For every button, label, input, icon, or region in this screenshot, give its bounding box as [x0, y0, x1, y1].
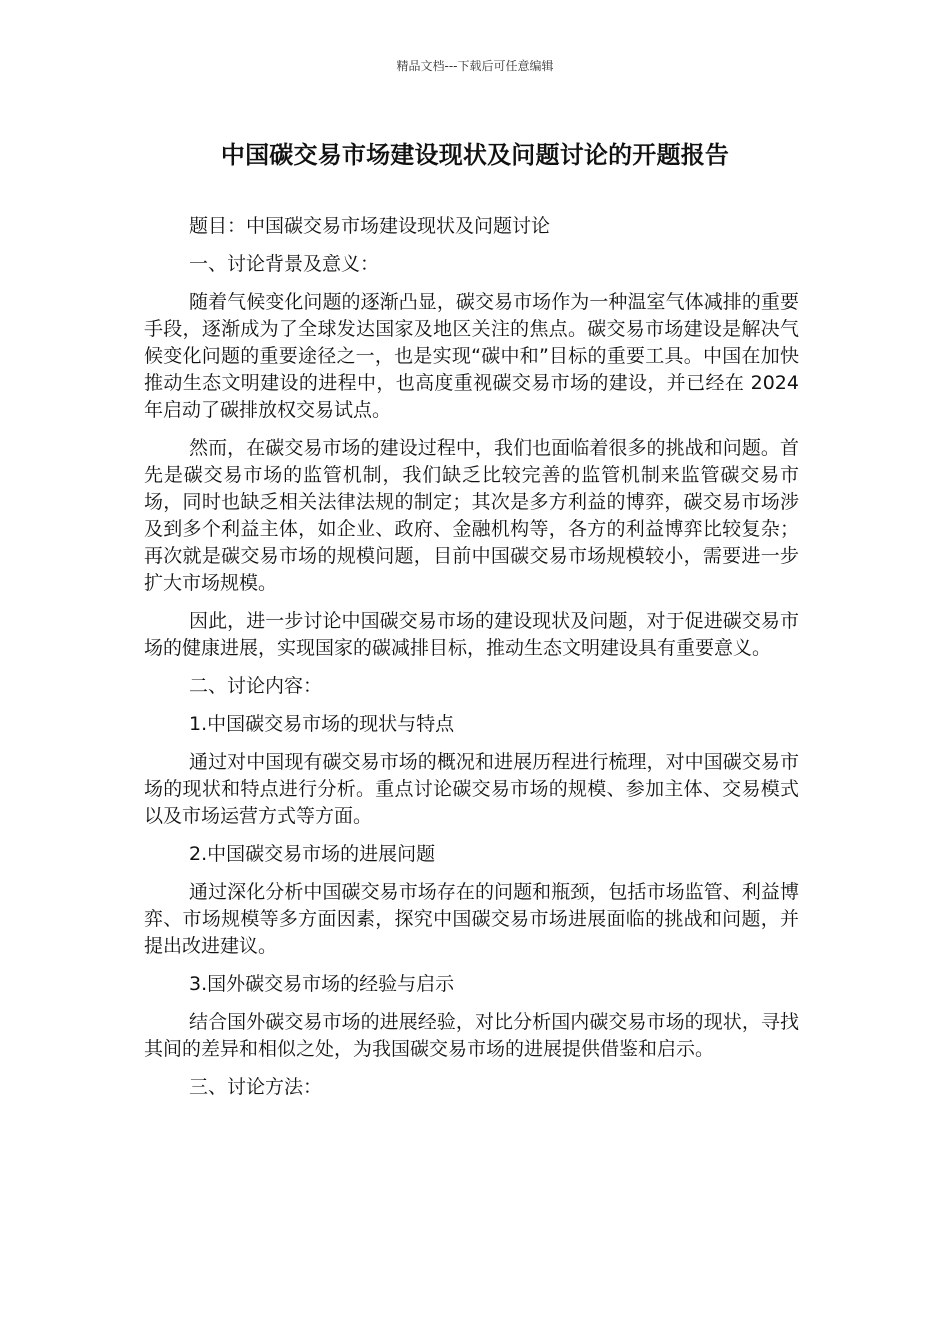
- subheading-current-status: 1.中国碳交易市场的现状与特点: [189, 713, 455, 735]
- section-heading-background: 一、讨论背景及意义：: [189, 253, 380, 275]
- paragraph-background-2: 然而，在碳交易市场的建设过程中，我们也面临着很多的挑战和问题。首先是碳交易市场的监管机制，我们缺乏比较完善的监管机制来监管碳交易市场，同时也缺乏相关法律法规的制定；其次是多方利益的博弈，碳交易市场涉及到多个利益主体，如企业、政府、金融机构等，各方的利益博弈比较复杂；再次就是碳交易市场的规模问题，目前中国碳交易市场规模较小，需要进一步扩大市场规模。: [144, 437, 799, 594]
- document-body: [144, 213, 799, 1112]
- paragraph-current-status: 通过对中国现有碳交易市场的概况和进展历程进行梳理，对中国碳交易市场的现状和特点进行分析。重点讨论碳交易市场的规模、参加主体、交易模式以及市场运营方式等方面。: [144, 751, 799, 827]
- document-title: 中国碳交易市场建设现状及问题讨论的开题报告: [220, 141, 730, 169]
- header-note: 精品文档---下载后可任意编辑: [396, 59, 554, 73]
- paragraph-foreign-experience: 结合国外碳交易市场的进展经验，对比分析国内碳交易市场的现状，寻找其间的差异和相似之处，为我国碳交易市场的进展提供借鉴和启示。: [144, 1011, 799, 1060]
- section-heading-content: 二、讨论内容：: [189, 675, 323, 697]
- topic-line: 题目：中国碳交易市场建设现状及问题讨论: [189, 215, 551, 237]
- section-heading-methods: 三、讨论方法：: [189, 1076, 323, 1098]
- paragraph-background-1: 随着气候变化问题的逐渐凸显，碳交易市场作为一种温室气体减排的重要手段，逐渐成为了全球发达国家及地区关注的焦点。碳交易市场建设是解决气候变化问题的重要途径之一，也是实现“碳中和”目标的重要工具。中国在加快推动生态文明建设的进程中，也高度重视碳交易市场的建设，并已经在 2024 年启动了碳排放权交易试点。: [144, 291, 799, 421]
- subheading-foreign-experience: 3.国外碳交易市场的经验与启示: [189, 973, 455, 995]
- subheading-development-issues: 2.中国碳交易市场的进展问题: [189, 843, 436, 865]
- paragraph-development-issues: 通过深化分析中国碳交易市场存在的问题和瓶颈，包括市场监管、利益博弈、市场规模等多方面因素，探究中国碳交易市场进展面临的挑战和问题，并提出改进建议。: [144, 881, 799, 957]
- paragraph-background-3: 因此，进一步讨论中国碳交易市场的建设现状及问题，对于促进碳交易市场的健康进展，实现国家的碳减排目标，推动生态文明建设具有重要意义。: [144, 610, 799, 659]
